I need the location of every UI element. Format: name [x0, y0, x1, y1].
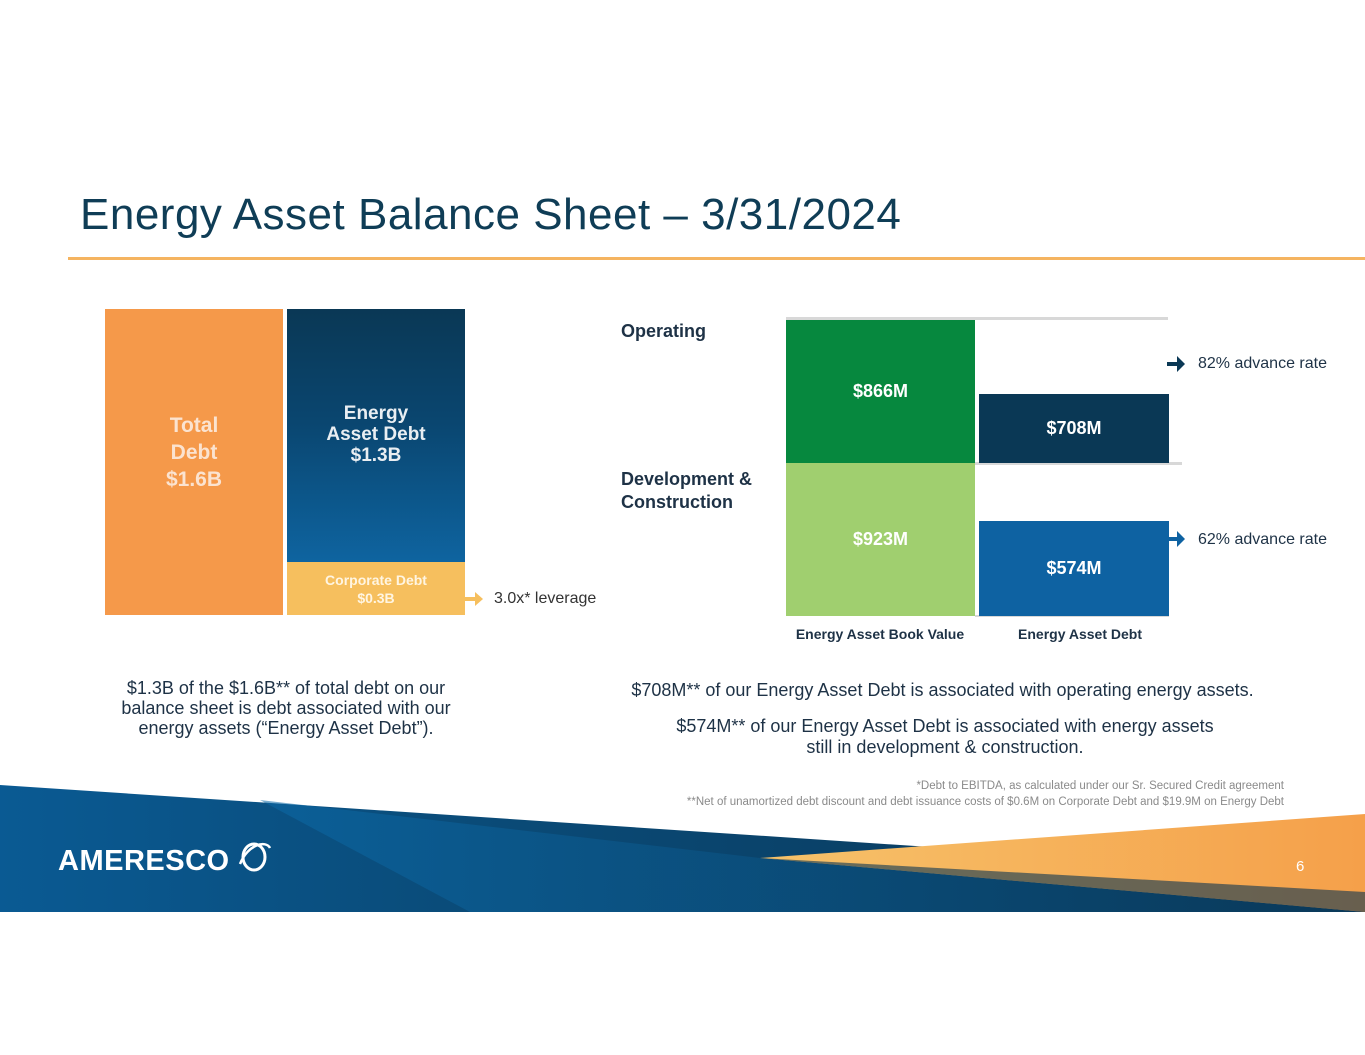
title-divider: [68, 257, 1365, 260]
leverage-label: 3.0x* leverage: [494, 590, 597, 607]
right-caption-development: $574M** of our Energy Asset Debt is associated with energy assets still in development & construction.: [676, 716, 1214, 757]
bar-label-923: $923M: [852, 529, 909, 550]
corporate-debt-label: Corporate Debt $0.3B: [325, 571, 427, 606]
corporate-debt-bar: [287, 562, 465, 615]
energy-asset-debt-label: Energy Asset Debt $1.3B: [326, 403, 426, 466]
x-label-book-value: Energy Asset Book Value: [795, 626, 965, 642]
total-debt-label: Total Debt $1.6B: [165, 413, 223, 491]
bar-development-debt: [979, 521, 1169, 616]
right-caption-operating: $708M** of our Energy Asset Debt is associated with operating energy assets.: [631, 680, 1254, 700]
globe-icon: [236, 838, 276, 876]
development-advance-rate: 62% advance rate: [1198, 531, 1327, 548]
operating-advance-arrow-icon: [1167, 355, 1187, 373]
left-caption: $1.3B of the $1.6B** of total debt on our balance sheet is debt associated with our energy assets (“Energy Asset Debt”).: [121, 678, 451, 738]
development-advance-arrow-icon: [1167, 530, 1187, 548]
footnote-net-debt: **Net of unamortized debt discount and debt issuance costs of $0.6M on Corporate Debt and $19.9M on Energy Debt: [686, 796, 1284, 808]
bar-label-866: $866M: [852, 381, 909, 402]
bar-operating-book-value: [786, 320, 975, 463]
bar-label-574: $574M: [1046, 558, 1102, 578]
brand-wordmark: AMERESCO: [58, 845, 230, 877]
bar-development-book-value: [786, 463, 975, 616]
ameresco-logo: [58, 838, 276, 878]
footnote-leverage: *Debt to EBITDA, as calculated under our Sr. Secured Credit agreement: [916, 780, 1284, 792]
bar-operating-debt: [979, 394, 1169, 463]
bar-label-708: $708M: [1046, 418, 1102, 439]
operating-advance-rate: 82% advance rate: [1198, 355, 1327, 372]
energy-asset-debt-bar: [287, 309, 465, 562]
category-label-development: Development & Construction: [621, 469, 753, 512]
leverage-arrow-icon: [465, 591, 485, 607]
x-label-asset-debt: Energy Asset Debt: [1018, 626, 1142, 642]
slide-title: Energy Asset Balance Sheet – 3/31/2024: [80, 190, 902, 239]
category-label-operating: Operating: [621, 321, 707, 341]
total-debt-bar: [105, 309, 283, 615]
page-number: 6: [1296, 858, 1305, 875]
